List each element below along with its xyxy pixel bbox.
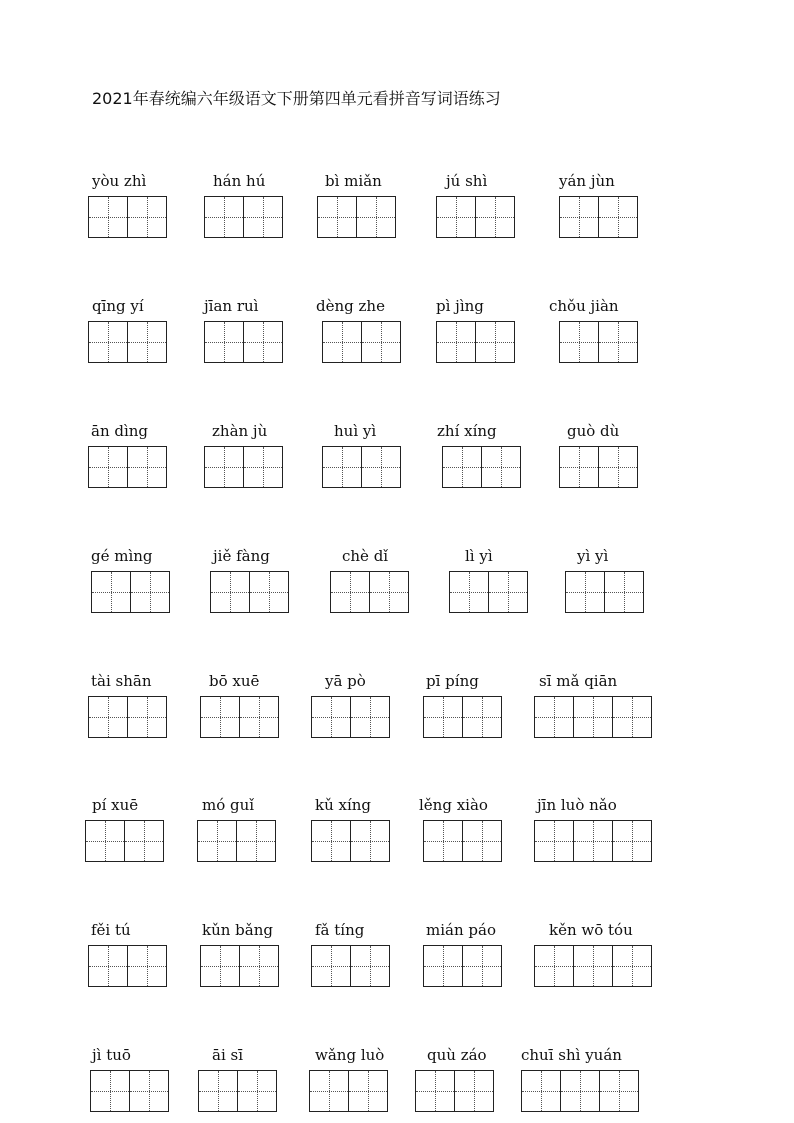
character-box[interactable] <box>127 697 166 737</box>
character-box[interactable] <box>249 572 288 612</box>
writing-grid[interactable] <box>436 196 515 238</box>
pinyin-label: bō xuē <box>209 672 260 690</box>
character-box[interactable] <box>236 821 275 861</box>
pinyin-label: jiě fàng <box>213 547 270 565</box>
character-box[interactable] <box>243 197 282 237</box>
character-box[interactable] <box>356 197 395 237</box>
pinyin-label: ān dìng <box>91 422 149 440</box>
character-box[interactable] <box>89 946 127 986</box>
character-box[interactable] <box>598 197 637 237</box>
character-box[interactable] <box>323 447 361 487</box>
character-box[interactable] <box>331 572 369 612</box>
pinyin-label: dèng zhe <box>316 297 385 315</box>
character-box[interactable] <box>443 447 481 487</box>
pinyin-label: hán hú <box>213 172 266 190</box>
character-box[interactable] <box>560 322 598 362</box>
pinyin-label: pī píng <box>426 672 479 690</box>
writing-grid[interactable] <box>200 945 279 987</box>
character-box[interactable] <box>361 322 400 362</box>
pinyin-label: fǎ tíng <box>315 921 365 939</box>
character-box[interactable] <box>573 946 612 986</box>
writing-grid[interactable] <box>200 696 279 738</box>
character-box[interactable] <box>573 821 612 861</box>
character-box[interactable] <box>211 572 249 612</box>
character-box[interactable] <box>560 447 598 487</box>
character-box[interactable] <box>124 821 163 861</box>
writing-grid[interactable] <box>88 196 167 238</box>
writing-grid[interactable] <box>322 446 401 488</box>
character-box[interactable] <box>535 821 573 861</box>
character-box[interactable] <box>312 697 350 737</box>
character-box[interactable] <box>127 946 166 986</box>
writing-grid[interactable] <box>534 820 652 862</box>
character-box[interactable] <box>560 197 598 237</box>
character-box[interactable] <box>424 821 462 861</box>
writing-grid[interactable] <box>204 196 283 238</box>
pinyin-label: sī mǎ qiān <box>539 672 618 690</box>
pinyin-label: bì miǎn <box>325 172 382 190</box>
character-box[interactable] <box>462 946 501 986</box>
pinyin-label: pí xuē <box>92 796 139 814</box>
character-box[interactable] <box>201 697 239 737</box>
pinyin-label: tài shān <box>91 672 152 690</box>
character-box[interactable] <box>450 572 488 612</box>
character-box[interactable] <box>350 821 389 861</box>
character-box[interactable] <box>239 946 278 986</box>
pinyin-label: āi sī <box>212 1046 244 1064</box>
character-box[interactable] <box>424 697 462 737</box>
writing-grid[interactable] <box>322 321 401 363</box>
character-box[interactable] <box>127 322 166 362</box>
pinyin-label: jīn luò nǎo <box>537 796 617 814</box>
character-box[interactable] <box>318 197 356 237</box>
pinyin-label: chǒu jiàn <box>549 297 619 315</box>
character-box[interactable] <box>598 322 637 362</box>
character-box[interactable] <box>201 946 239 986</box>
writing-grid[interactable] <box>88 321 167 363</box>
character-box[interactable] <box>205 447 243 487</box>
writing-grid[interactable] <box>88 696 167 738</box>
writing-grid[interactable] <box>415 1070 494 1112</box>
pinyin-label: huì yì <box>334 422 377 440</box>
writing-grid[interactable] <box>423 696 502 738</box>
character-box[interactable] <box>535 697 573 737</box>
character-box[interactable] <box>475 197 514 237</box>
character-box[interactable] <box>462 697 501 737</box>
writing-grid[interactable] <box>88 446 167 488</box>
writing-grid[interactable] <box>309 1070 388 1112</box>
character-box[interactable] <box>129 1071 168 1111</box>
character-box[interactable] <box>481 447 520 487</box>
writing-grid[interactable] <box>559 196 638 238</box>
character-box[interactable] <box>239 697 278 737</box>
pinyin-label: kěn wō tóu <box>549 921 633 939</box>
character-box[interactable] <box>604 572 643 612</box>
character-box[interactable] <box>91 1071 129 1111</box>
character-box[interactable] <box>369 572 408 612</box>
pinyin-label: mó guǐ <box>202 796 255 814</box>
pinyin-label: zhàn jù <box>212 422 268 440</box>
character-box[interactable] <box>566 572 604 612</box>
writing-grid[interactable] <box>559 446 638 488</box>
writing-grid[interactable] <box>330 571 409 613</box>
writing-grid[interactable] <box>449 571 528 613</box>
character-box[interactable] <box>348 1071 387 1111</box>
writing-grid[interactable] <box>423 945 502 987</box>
character-box[interactable] <box>535 946 573 986</box>
character-box[interactable] <box>350 946 389 986</box>
writing-grid[interactable] <box>311 696 390 738</box>
character-box[interactable] <box>312 946 350 986</box>
character-box[interactable] <box>612 946 651 986</box>
pinyin-label: zhí xíng <box>437 422 497 440</box>
character-box[interactable] <box>127 447 166 487</box>
character-box[interactable] <box>424 946 462 986</box>
pinyin-label: yì yì <box>577 547 609 565</box>
character-box[interactable] <box>205 322 243 362</box>
character-box[interactable] <box>488 572 527 612</box>
writing-grid[interactable] <box>204 321 283 363</box>
pinyin-label: jú shì <box>446 172 488 190</box>
pinyin-label: jīan ruì <box>204 297 259 315</box>
character-box[interactable] <box>599 1071 638 1111</box>
writing-grid[interactable] <box>311 820 390 862</box>
writing-grid[interactable] <box>90 1070 169 1112</box>
pinyin-label: quù záo <box>427 1046 487 1064</box>
character-box[interactable] <box>573 697 612 737</box>
character-box[interactable] <box>612 697 651 737</box>
character-box[interactable] <box>243 447 282 487</box>
character-box[interactable] <box>89 697 127 737</box>
character-box[interactable] <box>86 821 124 861</box>
character-box[interactable] <box>462 821 501 861</box>
character-box[interactable] <box>312 821 350 861</box>
character-box[interactable] <box>475 322 514 362</box>
pinyin-label: qīng yí <box>92 297 144 315</box>
writing-grid[interactable] <box>534 945 652 987</box>
writing-grid[interactable] <box>534 696 652 738</box>
pinyin-label: fěi tú <box>91 921 131 939</box>
page-title: 2021年春统编六年级语文下册第四单元看拼音写词语练习 <box>92 89 501 108</box>
pinyin-label: chuī shì yuán <box>521 1046 622 1064</box>
character-box[interactable] <box>437 322 475 362</box>
character-box[interactable] <box>454 1071 493 1111</box>
writing-grid[interactable] <box>521 1070 639 1112</box>
character-box[interactable] <box>89 447 127 487</box>
writing-grid[interactable] <box>311 945 390 987</box>
character-box[interactable] <box>237 1071 276 1111</box>
writing-grid[interactable] <box>559 321 638 363</box>
pinyin-label: kǔn bǎng <box>202 921 273 939</box>
character-box[interactable] <box>205 197 243 237</box>
pinyin-label: lěng xiào <box>419 796 488 814</box>
character-box[interactable] <box>92 572 130 612</box>
pinyin-label: mián páo <box>426 921 496 939</box>
character-box[interactable] <box>522 1071 560 1111</box>
character-box[interactable] <box>416 1071 454 1111</box>
character-box[interactable] <box>310 1071 348 1111</box>
writing-grid[interactable] <box>436 321 515 363</box>
writing-grid[interactable] <box>565 571 644 613</box>
writing-grid[interactable] <box>210 571 289 613</box>
writing-grid[interactable] <box>423 820 502 862</box>
character-box[interactable] <box>89 197 127 237</box>
character-box[interactable] <box>361 447 400 487</box>
writing-grid[interactable] <box>197 820 276 862</box>
writing-grid[interactable] <box>317 196 396 238</box>
pinyin-label: guò dù <box>567 422 620 440</box>
character-box[interactable] <box>598 447 637 487</box>
character-box[interactable] <box>350 697 389 737</box>
pinyin-label: kǔ xíng <box>315 796 372 814</box>
writing-grid[interactable] <box>442 446 521 488</box>
character-box[interactable] <box>198 821 236 861</box>
pinyin-label: yòu zhì <box>92 172 147 190</box>
pinyin-label: jì tuō <box>92 1046 131 1064</box>
writing-grid[interactable] <box>88 945 167 987</box>
character-box[interactable] <box>560 1071 599 1111</box>
pinyin-label: chè dǐ <box>342 547 389 565</box>
writing-grid[interactable] <box>204 446 283 488</box>
writing-grid[interactable] <box>91 571 170 613</box>
pinyin-label: lì yì <box>465 547 493 565</box>
writing-grid[interactable] <box>85 820 164 862</box>
pinyin-label: pì jìng <box>436 297 484 315</box>
character-box[interactable] <box>199 1071 237 1111</box>
character-box[interactable] <box>612 821 651 861</box>
pinyin-label: gé mìng <box>91 547 153 565</box>
pinyin-label: yā pò <box>325 672 366 690</box>
pinyin-label: yán jùn <box>559 172 615 190</box>
writing-grid[interactable] <box>198 1070 277 1112</box>
character-box[interactable] <box>323 322 361 362</box>
character-box[interactable] <box>89 322 127 362</box>
character-box[interactable] <box>243 322 282 362</box>
character-box[interactable] <box>437 197 475 237</box>
character-box[interactable] <box>130 572 169 612</box>
pinyin-label: wǎng luò <box>315 1046 385 1064</box>
character-box[interactable] <box>127 197 166 237</box>
